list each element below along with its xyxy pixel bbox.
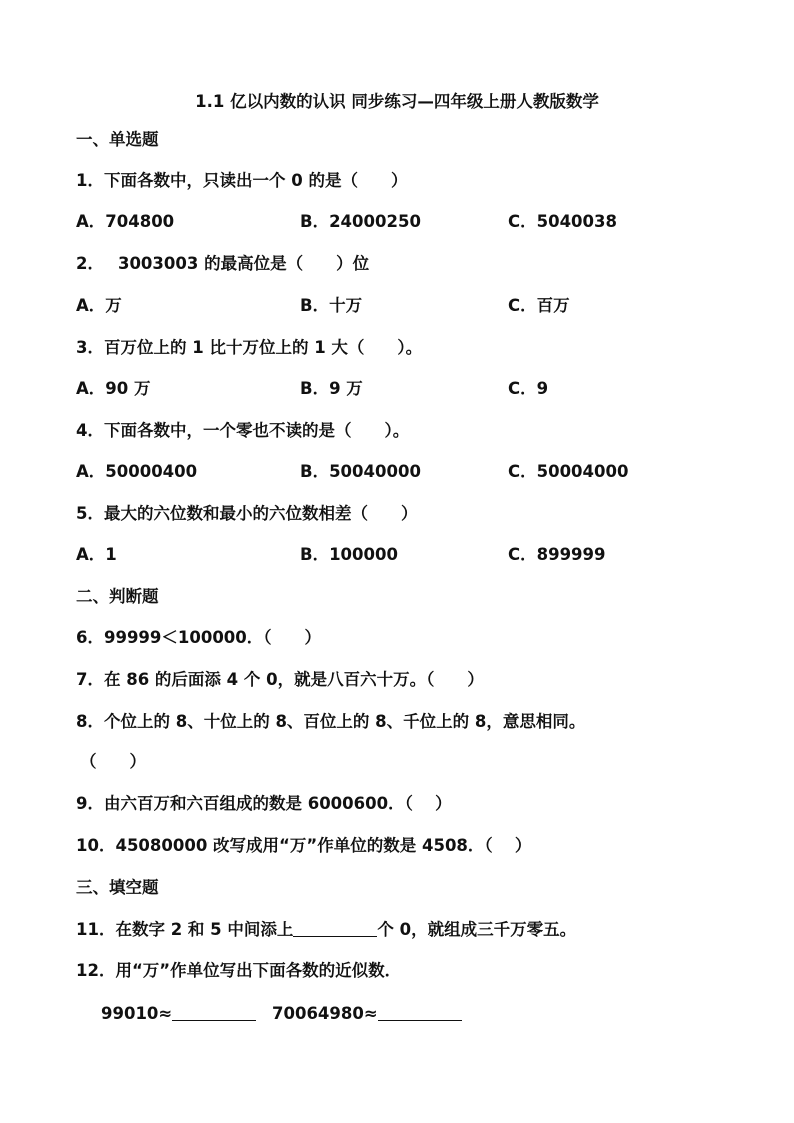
section-heading-true-false: 二、判断题 <box>76 587 159 606</box>
question-6: 6．99999＜100000．（ ） <box>76 628 322 647</box>
q5-option-c: C．899999 <box>508 545 606 564</box>
question-2: 2． 3003003 的最高位是（ ）位 <box>76 254 370 273</box>
q4-option-a: A．50000400 <box>76 462 198 481</box>
question-8-answer-bracket: （ ） <box>80 752 146 771</box>
q3-option-c: C．9 <box>508 379 549 398</box>
question-11-prefix: 11．在数字 2 和 5 中间添上 <box>76 920 294 939</box>
section-heading-fill-blank: 三、填空题 <box>76 878 159 897</box>
worksheet-title: 1.1 亿以内数的认识 同步练习—四年级上册人教版数学 <box>195 92 599 111</box>
question-12-answer-blank-b[interactable] <box>378 1004 462 1021</box>
question-1: 1．下面各数中，只读出一个 0 的是（ ） <box>76 171 408 190</box>
question-7: 7．在 86 的后面添 4 个 0，就是八百六十万。（ ） <box>76 670 484 689</box>
question-10: 10．45080000 改写成用“万”作单位的数是 4508．（ ） <box>76 836 532 855</box>
question-11 <box>76 920 576 940</box>
q1-option-c: C．5040038 <box>508 212 617 231</box>
q1-option-a: A．704800 <box>76 212 175 231</box>
q5-option-b: B．100000 <box>300 545 398 564</box>
question-4: 4．下面各数中，一个零也不读的是（ ）。 <box>76 421 410 440</box>
q2-option-a: A．万 <box>76 296 122 315</box>
question-12-part-b <box>272 1004 462 1024</box>
question-11-suffix: 个 0，就组成三千万零五。 <box>377 920 577 939</box>
question-3: 3．百万位上的 1 比十万位上的 1 大（ ）。 <box>76 338 423 357</box>
question-12-part-a <box>101 1004 256 1024</box>
q2-option-c: C．百万 <box>508 296 570 315</box>
q1-option-b: B．24000250 <box>300 212 421 231</box>
q4-option-c: C．50004000 <box>508 462 629 481</box>
section-heading-multiple-choice: 一、单选题 <box>76 130 159 149</box>
question-12-number-b: 70064980≈ <box>272 1004 378 1023</box>
question-5: 5．最大的六位数和最小的六位数相差（ ） <box>76 504 418 523</box>
question-12-number-a: 99010≈ <box>101 1004 173 1023</box>
q4-option-b: B．50040000 <box>300 462 421 481</box>
q3-option-b: B．9 万 <box>300 379 363 398</box>
q3-option-a: A．90 万 <box>76 379 151 398</box>
q5-option-a: A．1 <box>76 545 117 564</box>
question-11-answer-blank[interactable] <box>293 920 377 937</box>
question-9: 9．由六百万和六百组成的数是 6000600．（ ） <box>76 794 452 813</box>
q2-option-b: B．十万 <box>300 296 363 315</box>
question-12-answer-blank-a[interactable] <box>172 1004 256 1021</box>
question-8: 8．个位上的 8、十位上的 8、百位上的 8、千位上的 8，意思相同。 <box>76 712 586 731</box>
question-12: 12．用“万”作单位写出下面各数的近似数． <box>76 961 402 980</box>
